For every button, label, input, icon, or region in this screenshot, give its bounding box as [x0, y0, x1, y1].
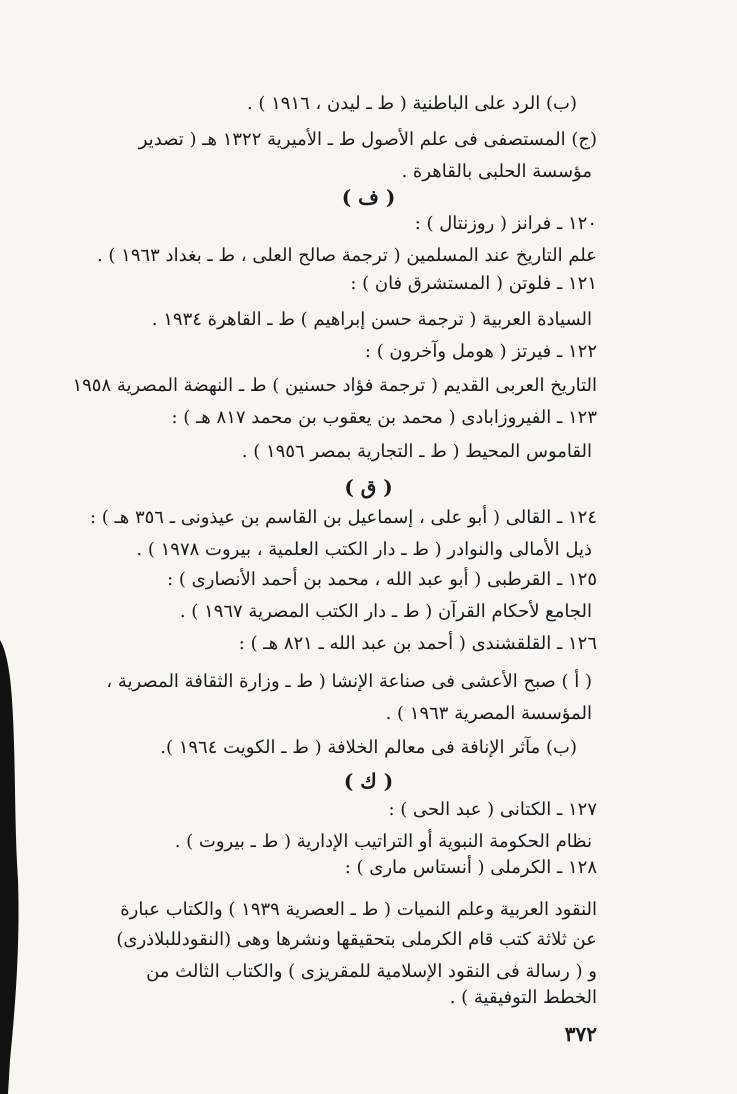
entry-line: السيادة العربية ( ترجمة حسن إبراهيم ) ط ـ القاهرة ١٩٣٤ .	[151, 309, 592, 330]
entry-line: ١٢٣ ـ الفيروزابادى ( محمد بن يعقوب بن محمد ٨١٧ هـ ) :	[171, 407, 597, 428]
entry-line: ١٢٦ ـ القلقشندى ( أحمد بن عبد الله ـ ٨٢١ هـ ) :	[238, 633, 597, 654]
entry-line: ١٢٢ ـ فيرتز ( هومل وآخرون ) :	[364, 341, 597, 362]
entry-line: المؤسسة المصرية ١٩٦٣ ) .	[385, 703, 592, 724]
section-heading: ( ك )	[343, 769, 394, 793]
entry-line: نظام الحكومة النبوية أو التراتيب الإدارية ( ط ـ بيروت ) .	[174, 831, 592, 852]
entry-line: التاريخ العربى القديم ( ترجمة فؤاد حسنين ) ط ـ النهضة المصرية ١٩٥٨	[72, 375, 597, 396]
entry-line: مؤسسة الحلبى بالقاهرة .	[401, 161, 592, 182]
entry-line: ١٢٧ ـ الكتانى ( عبد الحى ) :	[388, 799, 597, 820]
entry-line: الجامع لأحكام القرآن ( ط ـ دار الكتب المصرية ١٩٦٧ ) .	[179, 601, 592, 622]
entry-line: (ب) مآثر الإنافة فى معالم الخلافة ( ط ـ الكويت ١٩٦٤ ).	[160, 737, 577, 758]
entry-line: ١٢٥ ـ القرطبى ( أبو عبد الله ، محمد بن أحمد الأنصارى ) :	[167, 569, 597, 590]
section-heading: ( ف )	[341, 185, 396, 209]
entry-line: ١٢١ ـ فلوتن ( المستشرق فان ) :	[350, 273, 597, 294]
entry-line: (ب) الرد على الباطنية ( ط ـ ليدن ، ١٩١٦ ) .	[246, 93, 577, 114]
entry-line: الخطط التوفيقية ) .	[449, 987, 597, 1008]
entry-line: عن ثلاثة كتب قام الكرملى بتحقيقها ونشرها وهى (النقودللبلاذرى)	[116, 929, 597, 950]
entry-line: و ( رسالة فى النقود الإسلامية للمقريزى ) والكتاب الثالث من	[146, 961, 597, 982]
section-heading: ( ق )	[344, 475, 393, 499]
page-number: ٣٧٢	[564, 1022, 597, 1046]
entry-line: القاموس المحيط ( ط ـ التجارية بمصر ١٩٥٦ ) .	[241, 441, 592, 462]
entry-line: ( أ ) صبح الأعشى فى صناعة الإنشا ( ط ـ وزارة الثقافة المصرية ،	[106, 671, 592, 692]
entry-line: النقود العربية وعلم النميات ( ط ـ العصرية ١٩٣٩ ) والكتاب عبارة	[120, 899, 597, 920]
entry-line: ذيل الأمالى والنوادر ( ط ـ دار الكتب العلمية ، بيروت ١٩٧٨ ) .	[136, 539, 592, 560]
entry-line: ١٢٠ ـ فرانز ( روزنتال ) :	[414, 213, 597, 234]
entry-line: ١٢٤ ـ القالى ( أبو على ، إسماعيل بن القاسم بن عيذونى ـ ٣٥٦ هـ ) :	[89, 507, 597, 528]
entry-line: (ج) المستصفى فى علم الأصول ط ـ الأميرية ١٣٢٢ هـ ( تصدير	[138, 129, 597, 150]
entry-line: علم التاريخ عند المسلمين ( ترجمة صالح العلى ، ط ـ بغداد ١٩٦٣ ) .	[96, 245, 597, 266]
entry-line: ١٢٨ ـ الكرملى ( أنستاس مارى ) :	[344, 857, 597, 878]
